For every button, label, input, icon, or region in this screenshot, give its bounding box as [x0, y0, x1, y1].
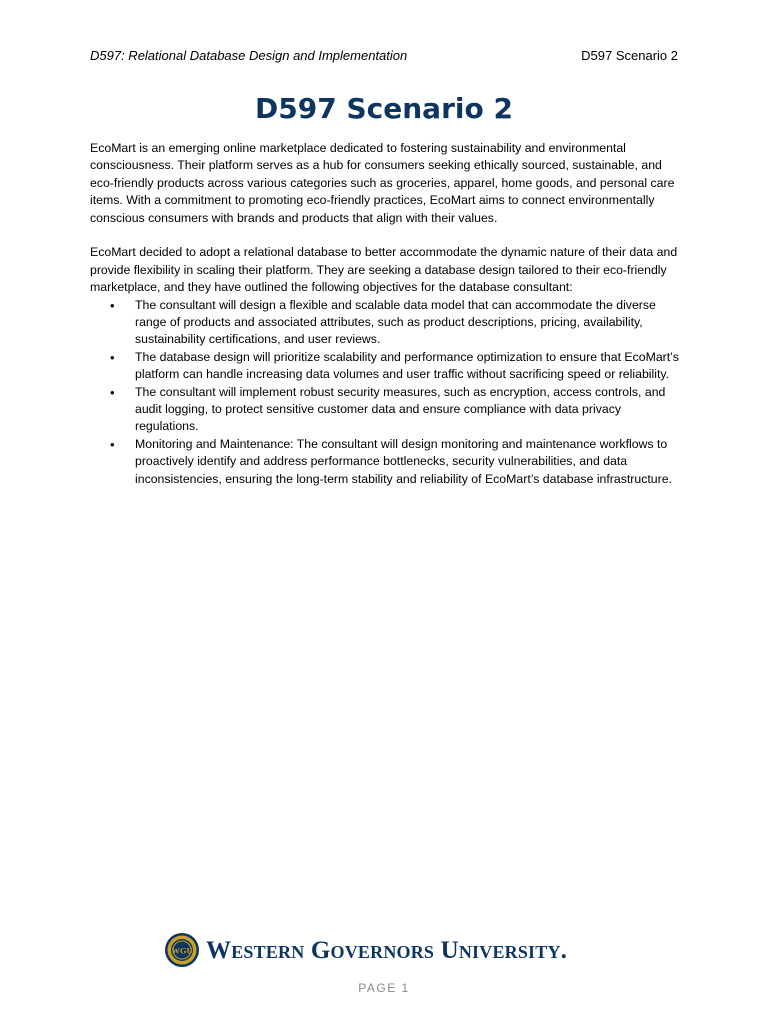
list-item-text: The consultant will implement robust security measures, such as encryption, access controls, and audit logging, to protect sensitive customer data and ensure compliance with data privacy regulations.: [135, 384, 666, 434]
page-header: [90, 47, 678, 65]
university-seal-icon: [164, 932, 200, 968]
bullet-icon: •: [110, 436, 115, 452]
bullet-icon: •: [110, 384, 115, 400]
header-scenario-label: D597 Scenario 2: [581, 48, 678, 63]
university-name-suffix: .: [560, 937, 568, 964]
objectives-intro-paragraph: EcoMart decided to adopt a relational database to better accommodate the dynamic nature of their data and provide flexibility in scaling their platform. They are seeking a database design tailored to their eco-friendly marketplace, and they have outlined the following objectives for the database consultant:: [90, 245, 678, 295]
objectives-list: [90, 297, 680, 488]
header-course-title: D597: Relational Database Design and Implementation: [90, 48, 408, 63]
document-title: D597 Scenario 2: [255, 92, 513, 125]
bullet-icon: •: [110, 349, 115, 365]
list-item: [110, 384, 680, 436]
seal-text: WGU: [171, 945, 193, 956]
intro-paragraph: EcoMart is an emerging online marketplace dedicated to fostering sustainability and environmental consciousness. Their platform serves as a hub for consumers seeking ethically sourced, sustainable, and eco-friendly products across various categories such as groceries, apparel, home goods, and personal care items. With a commitment to promoting eco-friendly practices, EcoMart aims to connect environmentally conscious consumers with brands and products that align with their values.: [90, 141, 675, 225]
page-number: PAGE 1: [358, 981, 410, 995]
list-item-text: Monitoring and Maintenance: The consultant will design monitoring and maintenance workflows to proactively identify and address performance bottlenecks, security vulnerabilities, and data inconsistencies, ensuring the long-term stability and reliability of EcoMart’s database infrastructure.: [135, 436, 672, 486]
wgu-logo: [164, 932, 584, 970]
university-name-text: Western Governors University: [206, 937, 561, 964]
document-body: [90, 140, 680, 488]
list-item-text: The database design will prioritize scalability and performance optimization to ensure that EcoMart’s platform can handle increasing data volumes and user traffic without sacrificing speed or reliability.: [135, 349, 679, 382]
list-item: [110, 436, 680, 488]
list-item: [110, 297, 680, 349]
university-name: [206, 934, 567, 968]
list-item: [110, 349, 680, 384]
bullet-icon: •: [110, 297, 115, 313]
list-item-text: The consultant will design a flexible and scalable data model that can accommodate the diverse range of products and associated attributes, such as product descriptions, pricing, availability, sustainability certifications, and user reviews.: [135, 297, 656, 347]
